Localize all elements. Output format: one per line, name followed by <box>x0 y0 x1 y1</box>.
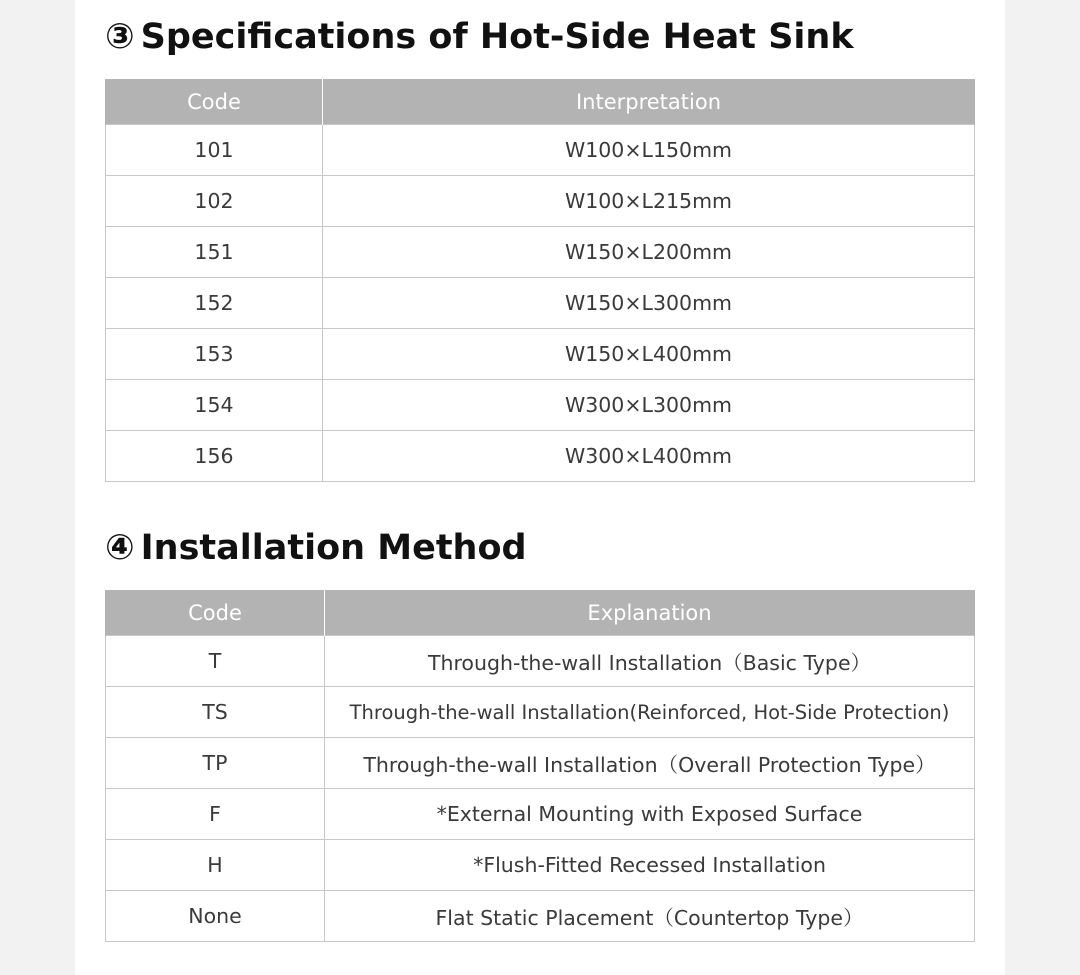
interpretation-cell: W150×L200mm <box>323 227 975 278</box>
interpretation-cell: W100×L150mm <box>323 125 975 176</box>
explanation-cell: Through-the-wall Installation(Reinforced, Hot-Side Protection) <box>325 687 975 738</box>
column-header-interpretation: Interpretation <box>323 79 975 125</box>
column-header-explanation: Explanation <box>325 590 975 636</box>
section-title-text: Specifications of Hot-Side Heat Sink <box>140 17 854 57</box>
table-row <box>106 636 975 687</box>
section-title-heat-sink <box>105 17 854 57</box>
table-row <box>106 329 975 380</box>
code-cell: 151 <box>106 227 323 278</box>
explanation-cell: Flat Static Placement（Countertop Type） <box>325 891 975 942</box>
explanation-cell: Through-the-wall Installation（Overall Protection Type） <box>325 738 975 789</box>
code-cell: 101 <box>106 125 323 176</box>
code-cell: H <box>106 840 325 891</box>
table-row <box>106 687 975 738</box>
table-header-row <box>106 590 975 636</box>
interpretation-cell: W150×L400mm <box>323 329 975 380</box>
explanation-cell: *Flush-Fitted Recessed Installation <box>325 840 975 891</box>
code-cell: 153 <box>106 329 323 380</box>
table-row <box>106 738 975 789</box>
explanation-cell: Through-the-wall Installation（Basic Type） <box>325 636 975 687</box>
table-row <box>106 891 975 942</box>
installation-method-table <box>105 590 975 942</box>
code-cell: F <box>106 789 325 840</box>
table-header-row <box>106 79 975 125</box>
section-title-installation <box>105 528 527 568</box>
section-title-text: Installation Method <box>140 528 527 568</box>
table-row <box>106 789 975 840</box>
interpretation-cell: W100×L215mm <box>323 176 975 227</box>
table-row <box>106 176 975 227</box>
section-number: ③ <box>105 17 135 57</box>
code-cell: T <box>106 636 325 687</box>
column-header-code: Code <box>106 79 323 125</box>
code-cell: None <box>106 891 325 942</box>
heat-sink-spec-table <box>105 79 975 482</box>
table-row <box>106 380 975 431</box>
code-cell: TS <box>106 687 325 738</box>
interpretation-cell: W300×L300mm <box>323 380 975 431</box>
code-cell: 102 <box>106 176 323 227</box>
interpretation-cell: W150×L300mm <box>323 278 975 329</box>
code-cell: TP <box>106 738 325 789</box>
section-number: ④ <box>105 528 135 568</box>
table-row <box>106 431 975 482</box>
table-row <box>106 227 975 278</box>
code-cell: 156 <box>106 431 323 482</box>
table-row <box>106 125 975 176</box>
table-row <box>106 840 975 891</box>
interpretation-cell: W300×L400mm <box>323 431 975 482</box>
column-header-code: Code <box>106 590 325 636</box>
code-cell: 154 <box>106 380 323 431</box>
explanation-cell: *External Mounting with Exposed Surface <box>325 789 975 840</box>
code-cell: 152 <box>106 278 323 329</box>
table-row <box>106 278 975 329</box>
